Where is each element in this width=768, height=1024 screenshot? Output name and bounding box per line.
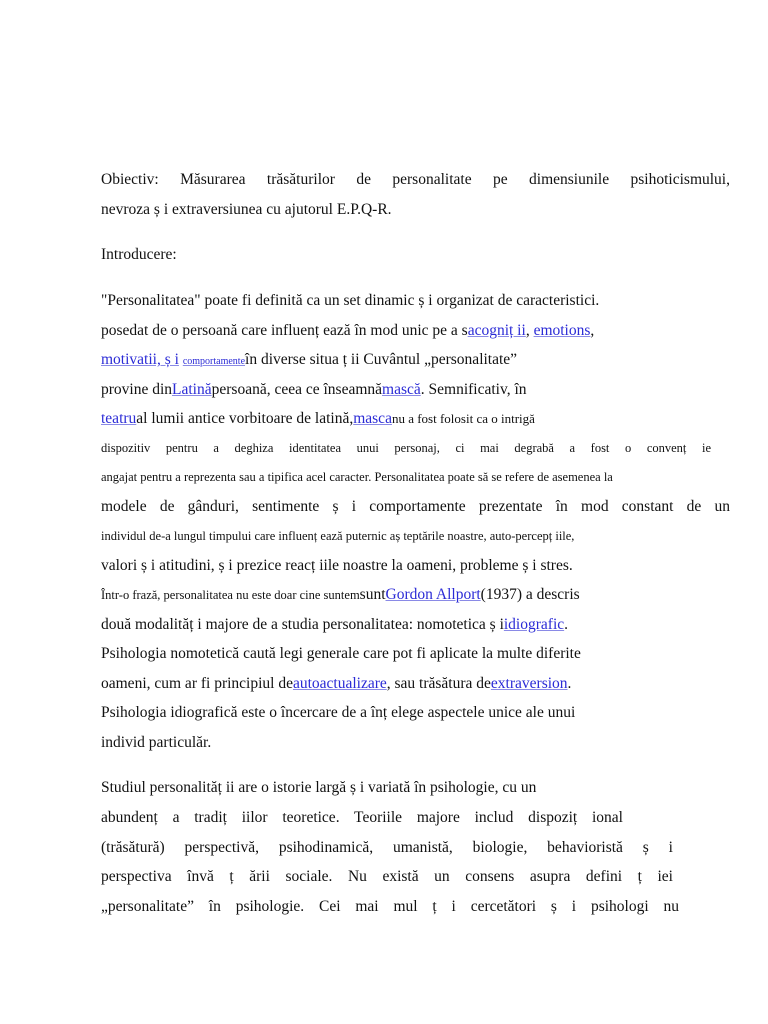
p1-line-3 <box>101 350 730 372</box>
p1-line-4-text-b: persoană, ceea ce înseamnă <box>211 381 383 398</box>
p2-line-3: (trăsătură) perspectivă, psihodinamică, umanistă, biologie, behavioristă ș i <box>101 839 673 856</box>
p1-line-11-text-b: sunt <box>359 586 386 603</box>
p1-line-4-text-a: provine din <box>101 381 173 398</box>
p1-line-6: dispozitiv pentru a deghiza identitatea unui personaj, ci mai degrabă a fost o convenț ie <box>101 441 711 455</box>
link-latina[interactable]: Latină <box>172 381 212 398</box>
p1-line-2-comma: , <box>525 322 534 339</box>
p1-line-12-end: . <box>564 616 569 633</box>
objective-line-1: Obiectiv: Măsurarea trăsăturilor de personalitate pe dimensiunile psihoticismului, <box>101 171 730 188</box>
p1-line-9: individul de-a lungul timpului care influenț ează puternic aș teptările noastre, auto-percepț iile, <box>101 529 575 543</box>
p1-line-11-text-a: Într-o frază, personalitatea nu este doar cine suntem <box>101 588 360 602</box>
p1-line-8: modele de gânduri, sentimente ș i comportamente prezentate în mod constant de un <box>101 498 730 515</box>
p1-line-13: Psihologia nomotetică caută legi generale care pot fi aplicate la multe diferite <box>101 645 581 662</box>
link-cognitii[interactable]: acogniț ii <box>467 322 526 339</box>
p1-line-2-text: posedat de o persoană care influenț ează în mod unic pe a s <box>101 322 468 339</box>
link-masca[interactable]: mască <box>382 381 421 398</box>
p1-line-3-text: în diverse situa ț ii Cuvântul „personalitate” <box>245 351 518 368</box>
link-comportamente[interactable]: comportamente <box>182 356 246 367</box>
p1-line-12-text: două modalităț i majore de a studia personalitatea: nomotetica ș i <box>101 616 504 633</box>
p2-line-2: abundenț a tradiț iilor teoretice. Teoriile majore includ dispoziț ional <box>101 809 623 826</box>
link-masca-2[interactable]: masca <box>353 410 392 427</box>
link-emotions[interactable]: emotions <box>533 322 591 339</box>
link-idiografic[interactable]: idiografic <box>503 616 565 633</box>
p1-line-14-text-a: oameni, cum ar fi principiul de <box>101 675 293 692</box>
p1-line-16: individ particulăr. <box>101 734 212 751</box>
link-motivatii[interactable]: motivatii, ș i <box>101 351 179 368</box>
p1-line-11-text-c: (1937) a descris <box>480 586 580 603</box>
p1-line-12 <box>101 615 730 635</box>
p1-line-4-text-c: . Semnificativ, în <box>420 381 527 398</box>
p1-line-14-end: . <box>567 675 572 692</box>
p1-line-7: angajat pentru a reprezenta sau a tipifica acel caracter. Personalitatea poate să se refere de asemenea la <box>101 470 613 484</box>
p1-line-1: "Personalitatea" poate fi definită ca un set dinamic ș i organizat de caracteristici. <box>101 292 600 309</box>
p2-line-1: Studiul personalităț ii are o istorie largă ș i variată în psihologie, cu un <box>101 779 537 796</box>
p1-line-14 <box>101 674 730 694</box>
p1-line-5-text-a: al lumii antice vorbitoare de latină, <box>136 410 354 427</box>
p1-line-5 <box>101 409 730 429</box>
p1-line-2 <box>101 321 730 341</box>
link-autoactualizare[interactable]: autoactualizare <box>292 675 387 692</box>
link-teatru[interactable]: teatru <box>101 410 137 427</box>
p1-line-5-text-b: nu a fost folosit ca o intrigă <box>391 411 535 426</box>
p1-line-4 <box>101 380 730 400</box>
p1-line-10: valori ș i atitudini, ș i prezice reacț iile noastre la oameni, probleme ș i stres. <box>101 557 573 574</box>
intro-heading: Introducere: <box>101 246 177 263</box>
link-extraversion[interactable]: extraversion <box>490 675 568 692</box>
p2-line-5: „personalitate” în psihologie. Cei mai mul ț i cercetători ș i psihologi nu <box>101 898 679 915</box>
p2-line-4: perspectiva învă ț ării sociale. Nu există un consens asupra defini ț iei <box>101 868 673 885</box>
p1-line-14-text-b: , sau trăsătura de <box>386 675 491 692</box>
p1-line-11 <box>101 585 730 605</box>
p1-line-15: Psihologia idiografică este o încercare de a înț elege aspectele unice ale unui <box>101 704 576 721</box>
p1-line-2-end: , <box>590 322 595 339</box>
link-gordon-allport[interactable]: Gordon Allport <box>385 586 481 603</box>
objective-line-2: nevroza ș i extraversiunea cu ajutorul E.P.Q-R. <box>101 201 392 218</box>
